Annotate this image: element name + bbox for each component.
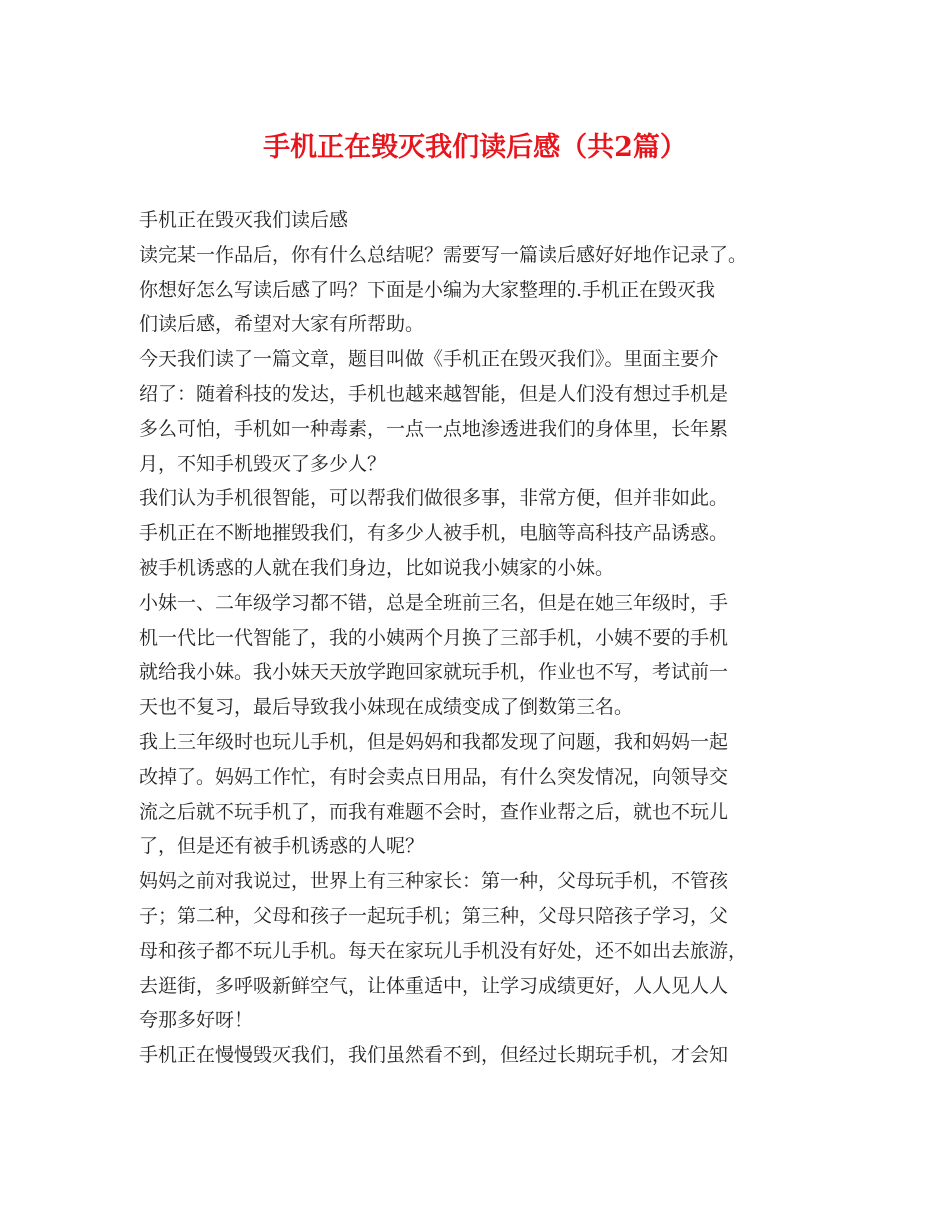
text-line: 天也不复习，最后导致我小妹现在成绩变成了倒数第三名。 [139,696,634,719]
text-line: 流之后就不玩手机了，而我有难题不会时，查作业帮之后，就也不玩儿 [139,800,729,823]
text-line: 夸那多好呀！ [139,1009,254,1032]
text-line: 就给我小妹。我小妹天天放学跑回家就玩手机，作业也不写，考试前一 [139,661,729,684]
text-line: 月，不知手机毁灭了多少人？ [139,452,387,475]
text-line: 去逛街，多呼吸新鲜空气，让体重适中，让学习成绩更好，人人见人人 [139,974,729,997]
text-line: 手机正在毁灭我们读后感 [139,209,349,231]
document-body [139,203,829,1073]
document-title: 手机正在毁灭我们读后感（共2篇） [263,132,687,163]
text-line: 我们认为手机很智能，可以帮我们做很多事，非常方便，但并非如此。 [139,487,729,510]
text-line: 了，但是还有被手机诱惑的人呢？ [139,835,425,858]
text-line: 手机正在不断地摧毁我们，有多少人被手机，电脑等高科技产品诱惑。 [139,522,729,545]
text-line: 母和孩子都不玩儿手机。每天在家玩儿手机没有好处，还不如出去旅游， [139,939,748,962]
text-line: 小妹一、二年级学习都不错，总是全班前三名，但是在她三年级时，手 [139,591,729,614]
text-line: 妈妈之前对我说过，世界上有三种家长：第一种，父母玩手机，不管孩 [139,870,729,893]
text-line: 被手机诱惑的人就在我们身边，比如说我小姨家的小妹。 [139,556,615,579]
text-line: 手机正在慢慢毁灭我们，我们虽然看不到，但经过长期玩手机，才会知 [139,1044,729,1067]
text-line: 绍了：随着科技的发达，手机也越来越智能，但是人们没有想过手机是 [139,382,729,405]
text-line: 机一代比一代智能了，我的小姨两个月换了三部手机，小姨不要的手机 [139,626,729,649]
text-line: 改掉了。妈妈工作忙，有时会卖点日用品，有什么突发情况，向领导交 [139,765,729,788]
text-line: 多么可怕，手机如一种毒素，一点一点地渗透进我们的身体里，长年累 [139,417,729,440]
text-line: 们读后感，希望对大家有所帮助。 [139,313,425,336]
text-line: 我上三年级时也玩儿手机，但是妈妈和我都发现了问题，我和妈妈一起 [139,730,729,753]
text-line: 子；第二种，父母和孩子一起玩手机；第三种，父母只陪孩子学习，父 [139,904,729,927]
text-line: 读完某一作品后，你有什么总结呢？需要写一篇读后感好好地作记录了。 [139,243,748,266]
text-line: 今天我们读了一篇文章，题目叫做《手机正在毁灭我们》。里面主要介 [139,348,719,371]
text-line: 你想好怎么写读后感了吗？下面是小编为大家整理的.手机正在毁灭我 [139,278,716,301]
